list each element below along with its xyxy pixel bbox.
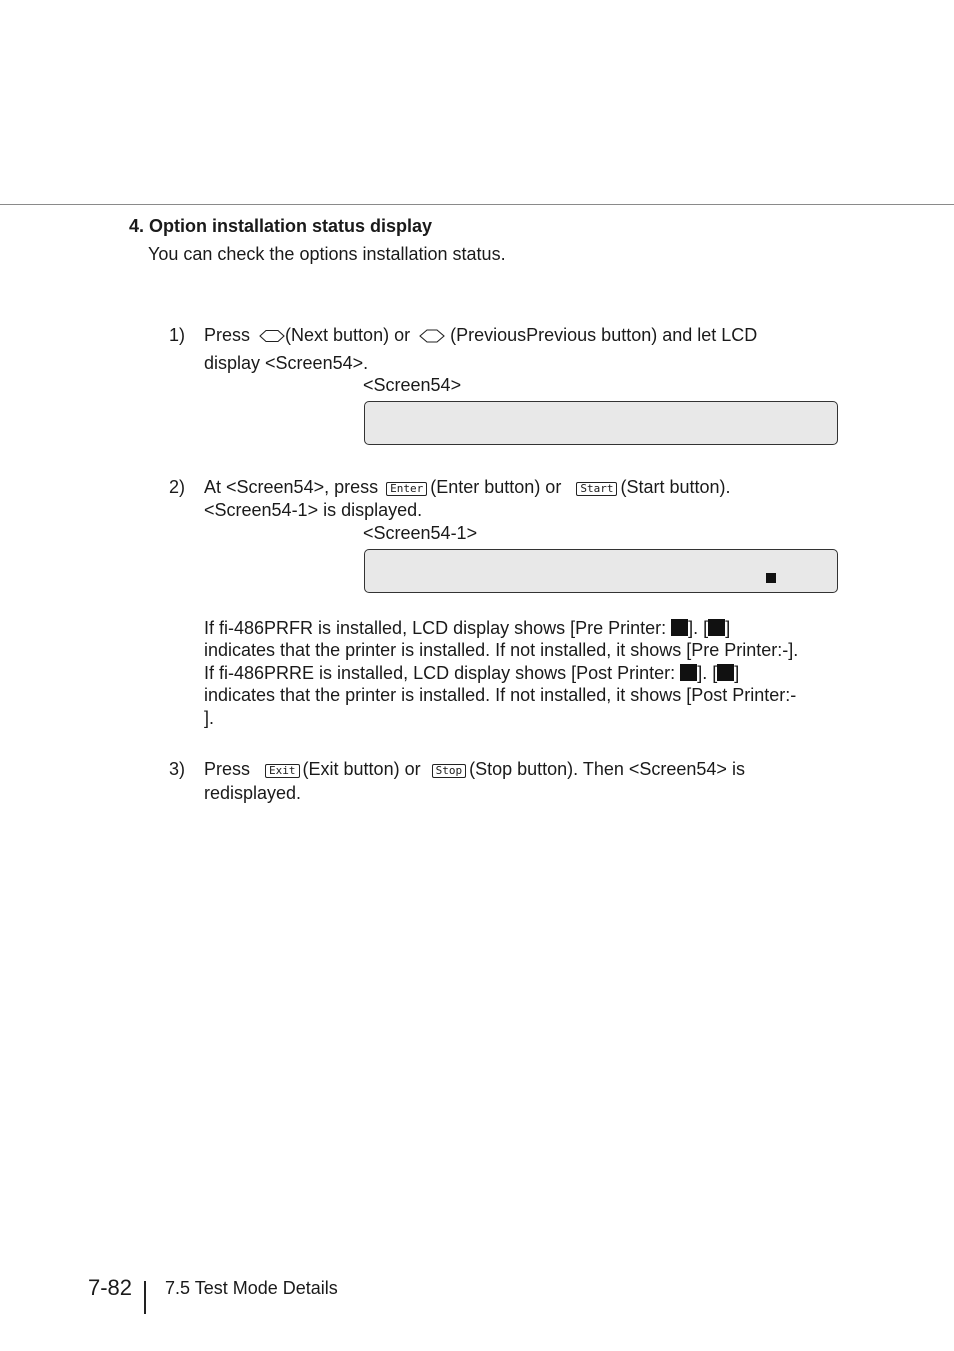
screen54-label: <Screen54> <box>363 375 462 395</box>
block-symbol <box>680 664 697 681</box>
header-rule <box>0 204 954 205</box>
note-line-1c: ] <box>725 618 731 638</box>
step-2-line-2: <Screen54-1> is displayed. <box>204 500 423 520</box>
note-line-4: indicates that the printer is installed. If not installed, it shows [Post Printer:- <box>204 685 797 706</box>
screen54-1-label: <Screen54-1> <box>363 523 478 543</box>
step-2-at: At <Screen54>, press <box>204 477 379 497</box>
start-key-icon: Start <box>576 482 617 496</box>
section-heading: 4. Option installation status display <box>129 216 433 236</box>
lcd-installed-block <box>766 573 776 583</box>
step-3-exit-text: (Exit button) or <box>302 759 421 779</box>
step-2-enter-text: (Enter button) or <box>430 477 562 497</box>
step-1-line-1 <box>204 324 757 346</box>
step-2-line-1 <box>204 476 731 498</box>
note-line-3 <box>204 662 844 684</box>
block-symbol <box>708 619 725 636</box>
block-symbol <box>671 619 688 636</box>
step-3-stop-text: (Stop button). Then <Screen54> is <box>469 759 745 779</box>
step-1-press: Press <box>204 325 251 345</box>
note-line-3b: ]. [ <box>697 662 718 683</box>
step-1-prev-text: (PreviousPrevious button) and let LCD <box>450 325 758 345</box>
note-line-2: indicates that the printer is installed. If not installed, it shows [Pre Printer:-]. <box>204 640 799 661</box>
step-1-number: 1) <box>169 325 186 345</box>
step-1-next-text: (Next button) or <box>285 325 411 345</box>
note-line-1a: If fi-486PRFR is installed, LCD display shows [Pre Printer: <box>204 618 672 638</box>
note-paragraph <box>204 617 844 729</box>
footer-divider <box>144 1281 146 1314</box>
note-line-3a: If fi-486PRRE is installed, LCD display shows [Post Printer: <box>204 662 681 683</box>
note-line-1 <box>204 617 844 639</box>
step-2-start-text: (Start button). <box>620 477 731 497</box>
note-line-3c: ] <box>734 662 740 683</box>
block-symbol <box>717 664 734 681</box>
step-3-number: 3) <box>169 759 186 779</box>
section-intro: You can check the options installation status. <box>148 244 506 264</box>
lcd-screen54 <box>364 401 838 445</box>
lcd-screen54-1 <box>364 549 838 593</box>
enter-key-icon: Enter <box>386 482 427 496</box>
step-1-line-2: display <Screen54>. <box>204 353 369 373</box>
footer-section-title: 7.5 Test Mode Details <box>165 1278 338 1298</box>
previous-button-icon <box>419 329 445 343</box>
note-line-5: ]. <box>204 707 215 728</box>
next-button-icon <box>259 329 285 343</box>
stop-key-icon: Stop <box>432 764 467 778</box>
page-number: 7-82 <box>88 1275 133 1300</box>
exit-key-icon: Exit <box>265 764 300 778</box>
step-2-number: 2) <box>169 477 186 497</box>
step-3-press: Press <box>204 759 251 779</box>
step-3-line-2: redisplayed. <box>204 783 302 803</box>
note-line-1b: ]. [ <box>688 618 709 638</box>
step-3-line-1 <box>204 758 745 780</box>
